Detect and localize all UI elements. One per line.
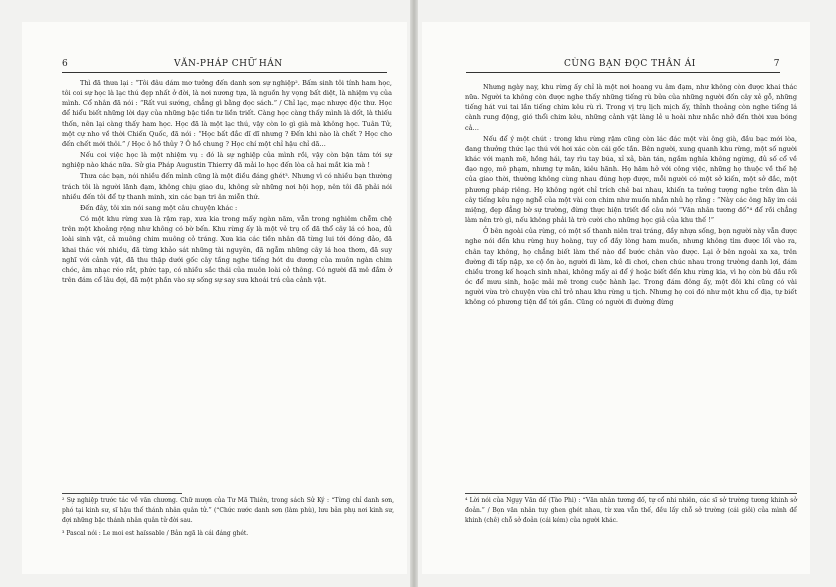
paragraph: Có một khu rừng xưa là rậm rạp, xưa kia trong mấy ngàn năm, vẫn trong nghiêm chễm chệ trên một khoảng rộng như không có bờ bến. Khu rừng ấy là một vẻ trụ cổ đã thổ cây lá có hoa, đủ loài sinh vật, cả muông chim muông cỏ tráng. Xưa kia các tiền nhân đã từng lui tới đóng đảo, đã khai thác với nhiều, đã từng khảo sát những tài nguyên, đã ngẫm những cây lá hoa thơm, đã suy nghĩ với cảnh vật, đã thu thập dưới gốc cây tầng nghe tiếng hót du dương của muôn ngàn chim chóc, âm nhạc réo rắt, phức tạp, có nhiều sắc thái của muôn loài cỏ thông. Có người đã mê đắm ở trên đám cổ lâu đợi, đã một phần vào sự sống sự say sưa khoái trá của cảnh vật. <box>62 215 392 284</box>
footnote: ² Sự nghiệp trước tác về văn chương. Chữ mượn của Tư Mã Thiên, trong sách Sử Ký : “Từng chỉ danh sơn, phó tại kinh sư, sĩ hậu thế thánh nhân quân tử.” (“Chức nước danh sơn (làm phù), lưu bản phụ nơi kinh sư, đợi những bậc thánh nhân quân tử đời sau. <box>62 497 394 524</box>
footnote-rule <box>465 493 797 494</box>
footnote: ³ Pascal nói : Le moi est haïssable / Bản ngã là cái đáng ghét. <box>62 530 249 537</box>
right-page-body <box>465 82 797 308</box>
running-title: CÙNG BẠN ĐỌC THÂN ÁI <box>564 59 696 69</box>
footnote: ⁴ Lời nói của Ngụy Văn đế (Tào Phi) : “Văn nhân tương đố, tự cổ nhi nhiên, các sĩ sở trường tương khinh sở đoản.” / Bọn văn nhân tuy ghen ghét nhau, từ xưa vẫn thế, đều lấy chỗ sở trường (cái giỏi) của mình để khinh (chê) chỗ sở đoản (cái kém) của người khác. <box>465 497 797 524</box>
paragraph: Thì đã thưa lại : “Tôi đâu dám mơ tưởng đến danh sơn sự nghiệp². Bấm sinh tôi tính ham học, tôi coi sự học là lạc thú đẹp nhất ở đời, là nơi nương tựa, là nguồn hy vọng bất diệt, là nhiệm vụ của mình. Cổ nhân đã nói : “Rất vui sướng, chẳng gì bằng đọc sách.” / Chỉ lạc, mạc nhược độc thư. Học để hiểu biết những lời dạy của những bậc tiền tư liền triết. Càng học càng thấy mình là dốt, là thiếu thốn, nên lại càng thấy ham học. Học đã là một lạc thú, vậy còn lo gì già mà không học. Tuân Tử, một cự nho về thời Chiến Quốc, đã nói : “Học bất đắc dĩ dĩ nhưng ? Đến khi nào là chết ? Học cho đến chết mới thôi.” / Học ô hồ thủy ? Ô hồ chung ? Học chí một chỉ hậu chỉ dã… <box>62 79 392 148</box>
right-footnotes <box>465 496 797 529</box>
paragraph: Thưa các bạn, nói nhiều đến mình cũng là một điều đáng ghét³. Nhưng vì có nhiều bạn thường trách tôi là người lãnh đạm, không chịu giao du, không sử những nơi hội họp, nên tôi đã phải nói nhiều đến tôi để tự thanh minh, xin các bạn tri ân miễn thứ. <box>62 172 392 201</box>
right-page <box>422 22 810 574</box>
right-page-header <box>466 59 780 73</box>
page-number: 7 <box>773 59 780 69</box>
footnote-rule <box>62 493 182 494</box>
left-page-header <box>62 59 387 73</box>
book-spine <box>410 0 418 587</box>
left-page <box>22 22 407 574</box>
paragraph: Nếu để ý một chút : trong khu rừng rậm cũng còn lác đác một vài ông già, đầu bạc mới lòa, đang thưởng thức lạc thú với hơi xác còn cái gốc tần. Bên người, xung quanh khu rừng, một số người khác với mạnh mẽ, hồng hái, tay rìu tay búa, xỉ xả, bàn tán, ngắm nghía không ngừng, đủ số cổ về đạo ngọ, mô phạm, nhưng tự mãn, kiêu hãnh. Họ hăm hở với công việc, những họ thuộc về thế hệ của giao thời, thường không cùng nhau đúng hợp được, mỗi người có một sở kiến, một sở đắc, một phương pháp riêng. Họ không ngớt chỉ trích chê bai nhau, khiến ta tưởng tượng nghe trên đàn là cây tiếng kêu ngọ nghễ của một vài con chim như muốn nhắn nhủ họ rằng : “Này các ông hãy im cái miệng, đẹp đẳng bờ sự trường, đừng thực hiện triết để câu nói “Văn nhân tương đố”⁴ để rồi chẳng làm nên trò gì, nếu không phải là trò cười cho những học giả của khu thế !” <box>465 134 797 225</box>
running-title: VĂN-PHÁP CHỮ HÁN <box>174 59 283 69</box>
paragraph: Ở bên ngoài của rừng, có một số thanh niên trai tráng, đầy nhựa sống, bọn người này vẫn được nghe nói đến khu rừng huy hoàng, tuy cổ đầy lòng ham muốn, nhưng không tìm được lối vào ra, chân tay không, họ chẳng biết làm thế nào để bước chân vào được. Lại ở bên ngoài xa xa, trên đường đi tấp nập, xe cộ ồn ào, người đi làm, kẻ đi chơi, chen chúc nhau trong trường danh lợi, đám chiều trong kế hoạch sinh nhai, không mấy ai để ý hoặc biết đến khu rừng kia, vì họ còn bù đầu rối óc để mưu sinh, hoặc mải mê trong cuộc hành lạc. Trong đám đông ấy, một đôi khi cũng có vài người vừa trò chuyện vừa chỉ trỏ nhau khu rừng u tịch. Nhưng họ coi đó như một khu cổ địa, tự biết không có phương tiện để tới gần. Cũng có người đi đường đừng <box>465 227 797 307</box>
page-number: 6 <box>62 59 69 69</box>
paragraph: Nếu coi việc học là một nhiệm vụ : đó là sự nghiệp của mình rồi, vậy còn bận tâm tới sự nghiệp nào khác nữa. Sử gia Pháp Augustin Thierry đã mải lo học đến lòa cả hai mắt kia mà ! <box>62 151 392 170</box>
left-page-body <box>62 78 392 286</box>
paragraph: Đến đây, tôi xin nói sang một câu chuyện khác : <box>80 203 238 212</box>
paragraph: Nhưng ngày nay, khu rừng ấy chỉ là một nơi hoang vu âm đạm, như không còn được khai thác nữa. Người ta không còn được nghe thấy những tiếng rù bửa của những người đốn cây xẻ gỗ, những tiếng hát vui tai lần tiếng chim kêu rù rì. Trong vị trụ lịch mịch ấy, thỉnh thoảng còn nghe tiếng lá cành rung động, gió thổi chim kêu, những cảnh vật làng lẻ u hoài như nhắc nhở đến thời xưa bóng cả… <box>465 83 797 132</box>
left-footnotes <box>62 496 394 542</box>
